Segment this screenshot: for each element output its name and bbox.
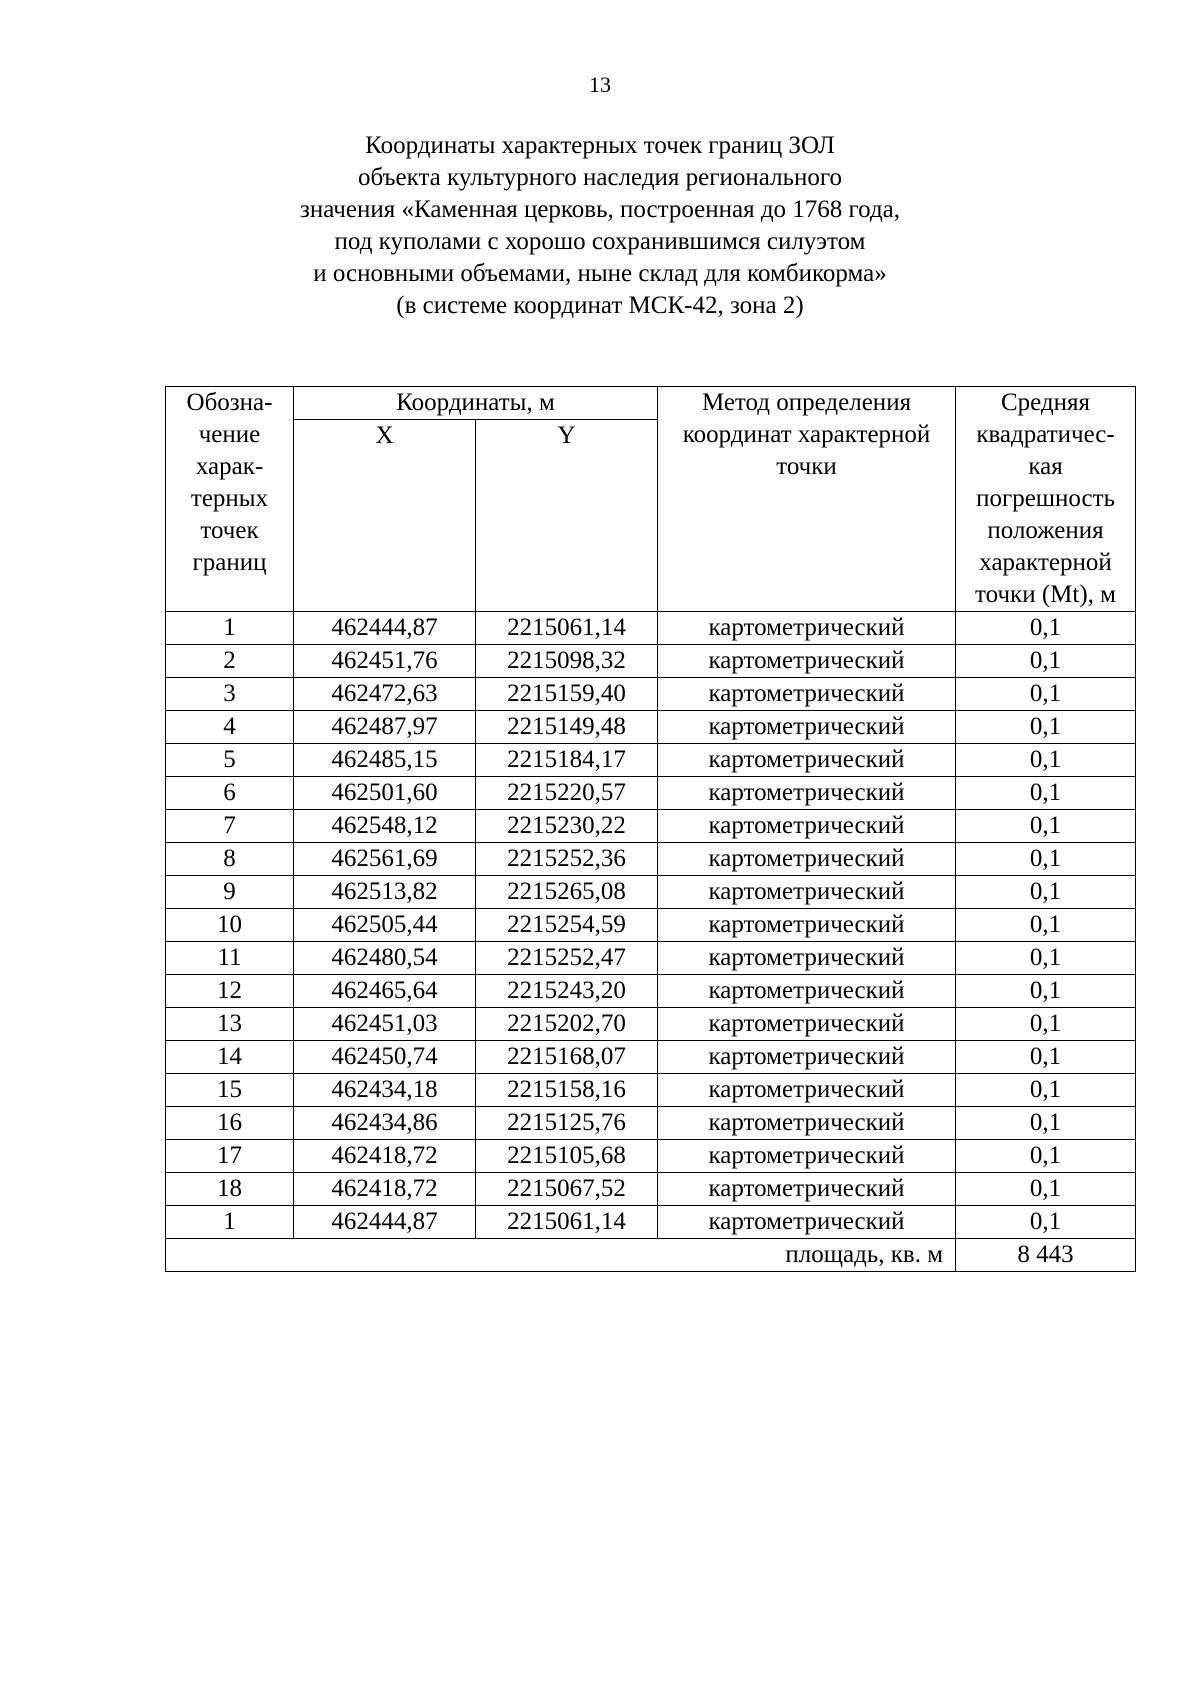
- method-cell: картометрический: [658, 777, 956, 810]
- error-cell: 0,1: [956, 645, 1136, 678]
- coord-x: 462505,44: [294, 909, 476, 942]
- header-line: Метод определения: [701, 389, 912, 416]
- coord-y: 2215220,57: [476, 777, 658, 810]
- table-row: [166, 1206, 1136, 1239]
- coord-x: 462444,87: [294, 1206, 476, 1239]
- table-row: [166, 1107, 1136, 1140]
- coord-x: 462548,12: [294, 810, 476, 843]
- error-cell: 0,1: [956, 909, 1136, 942]
- point-number: 17: [166, 1140, 294, 1173]
- coord-y: 2215125,76: [476, 1107, 658, 1140]
- method-cell: картометрический: [658, 1206, 956, 1239]
- error-cell: 0,1: [956, 711, 1136, 744]
- error-cell: 0,1: [956, 810, 1136, 843]
- coord-y: 2215252,47: [476, 942, 658, 975]
- header-designation: [166, 387, 294, 612]
- area-value: 8 443: [956, 1239, 1136, 1272]
- title-line: Координаты характерных точек границ ЗОЛ: [365, 132, 835, 159]
- table-row: [166, 1140, 1136, 1173]
- error-cell: 0,1: [956, 1140, 1136, 1173]
- coord-x: 462451,03: [294, 1008, 476, 1041]
- method-cell: картометрический: [658, 1008, 956, 1041]
- table-row: [166, 711, 1136, 744]
- point-number: 7: [166, 810, 294, 843]
- coord-y: 2215158,16: [476, 1074, 658, 1107]
- coord-y: 2215159,40: [476, 678, 658, 711]
- coord-x: 462418,72: [294, 1140, 476, 1173]
- error-cell: 0,1: [956, 612, 1136, 645]
- point-number: 6: [166, 777, 294, 810]
- header-method: [658, 387, 956, 612]
- header-line: квадратичес-: [976, 421, 1115, 448]
- point-number: 18: [166, 1173, 294, 1206]
- header-line: точки (Mt), м: [975, 581, 1116, 608]
- table-row: [166, 1173, 1136, 1206]
- header-line: харак-: [195, 453, 264, 480]
- header-x: X: [294, 420, 476, 612]
- table-row: [166, 1008, 1136, 1041]
- coord-y: 2215265,08: [476, 876, 658, 909]
- table-row: [166, 942, 1136, 975]
- header-line: Обозна-: [186, 389, 273, 416]
- table-row: [166, 810, 1136, 843]
- coord-y: 2215243,20: [476, 975, 658, 1008]
- method-cell: картометрический: [658, 1107, 956, 1140]
- point-number: 10: [166, 909, 294, 942]
- coord-y: 2215252,36: [476, 843, 658, 876]
- point-number: 16: [166, 1107, 294, 1140]
- coord-y: 2215184,17: [476, 744, 658, 777]
- point-number: 5: [166, 744, 294, 777]
- title-line: (в системе координат МСК-42, зона 2): [396, 292, 804, 319]
- header-line: положения: [987, 517, 1104, 544]
- header-line: чение: [198, 421, 261, 448]
- coord-y: 2215149,48: [476, 711, 658, 744]
- coord-x: 462450,74: [294, 1041, 476, 1074]
- coord-y: 2215061,14: [476, 612, 658, 645]
- point-number: 11: [166, 942, 294, 975]
- method-cell: картометрический: [658, 744, 956, 777]
- table-row: [166, 744, 1136, 777]
- header-line: границ: [192, 549, 267, 576]
- method-cell: картометрический: [658, 711, 956, 744]
- table-row: [166, 1074, 1136, 1107]
- coord-y: 2215098,32: [476, 645, 658, 678]
- header-error: [956, 387, 1136, 612]
- table-row: [166, 975, 1136, 1008]
- coord-y: 2215067,52: [476, 1173, 658, 1206]
- coord-x: 462418,72: [294, 1173, 476, 1206]
- table-row: [166, 909, 1136, 942]
- area-row: [166, 1239, 1136, 1272]
- coord-x: 462513,82: [294, 876, 476, 909]
- coord-x: 462444,87: [294, 612, 476, 645]
- header-line: точек: [200, 517, 259, 544]
- point-number: 4: [166, 711, 294, 744]
- coord-y: 2215105,68: [476, 1140, 658, 1173]
- header-line: Средняя: [1000, 389, 1091, 416]
- coord-x: 462485,15: [294, 744, 476, 777]
- header-coordinates: Координаты, м: [294, 387, 658, 420]
- point-number: 14: [166, 1041, 294, 1074]
- coord-x: 462487,97: [294, 711, 476, 744]
- method-cell: картометрический: [658, 678, 956, 711]
- method-cell: картометрический: [658, 1041, 956, 1074]
- header-line: координат характерной: [682, 421, 931, 448]
- method-cell: картометрический: [658, 1074, 956, 1107]
- coord-y: 2215254,59: [476, 909, 658, 942]
- error-cell: 0,1: [956, 1206, 1136, 1239]
- method-cell: картометрический: [658, 612, 956, 645]
- title-line: объекта культурного наследия регионального: [358, 164, 842, 191]
- header-line: характерной: [979, 549, 1112, 576]
- method-cell: картометрический: [658, 975, 956, 1008]
- method-cell: картометрический: [658, 1173, 956, 1206]
- method-cell: картометрический: [658, 645, 956, 678]
- coordinates-table: [165, 386, 1136, 1272]
- coord-y: 2215061,14: [476, 1206, 658, 1239]
- error-cell: 0,1: [956, 678, 1136, 711]
- point-number: 8: [166, 843, 294, 876]
- coord-y: 2215230,22: [476, 810, 658, 843]
- point-number: 1: [166, 1206, 294, 1239]
- page-number: 13: [589, 72, 611, 97]
- coord-x: 462480,54: [294, 942, 476, 975]
- title-line: и основными объемами, ныне склад для комбикорма»: [313, 260, 887, 287]
- error-cell: 0,1: [956, 1074, 1136, 1107]
- error-cell: 0,1: [956, 777, 1136, 810]
- method-cell: картометрический: [658, 876, 956, 909]
- point-number: 13: [166, 1008, 294, 1041]
- point-number: 2: [166, 645, 294, 678]
- document-title: [200, 130, 1000, 322]
- coord-x: 462501,60: [294, 777, 476, 810]
- header-line: погрешность: [976, 485, 1115, 512]
- coord-y: 2215168,07: [476, 1041, 658, 1074]
- header-y: Y: [476, 420, 658, 612]
- coord-x: 462561,69: [294, 843, 476, 876]
- error-cell: 0,1: [956, 843, 1136, 876]
- method-cell: картометрический: [658, 843, 956, 876]
- point-number: 1: [166, 612, 294, 645]
- table-row: [166, 678, 1136, 711]
- error-cell: 0,1: [956, 942, 1136, 975]
- coord-x: 462434,86: [294, 1107, 476, 1140]
- table-row: [166, 843, 1136, 876]
- header-line: кая: [1028, 453, 1063, 480]
- error-cell: 0,1: [956, 1173, 1136, 1206]
- title-line: под куполами с хорошо сохранившимся силуэтом: [334, 228, 866, 255]
- error-cell: 0,1: [956, 876, 1136, 909]
- error-cell: 0,1: [956, 1107, 1136, 1140]
- error-cell: 0,1: [956, 1008, 1136, 1041]
- method-cell: картометрический: [658, 942, 956, 975]
- coord-x: 462465,64: [294, 975, 476, 1008]
- error-cell: 0,1: [956, 975, 1136, 1008]
- point-number: 9: [166, 876, 294, 909]
- title-line: значения «Каменная церковь, построенная до 1768 года,: [299, 196, 901, 223]
- table-row: [166, 612, 1136, 645]
- header-line: точки: [776, 453, 837, 480]
- point-number: 15: [166, 1074, 294, 1107]
- coord-x: 462434,18: [294, 1074, 476, 1107]
- table-row: [166, 777, 1136, 810]
- table-body: [166, 612, 1136, 1239]
- point-number: 12: [166, 975, 294, 1008]
- point-number: 3: [166, 678, 294, 711]
- header-line: терных: [190, 485, 269, 512]
- table-row: [166, 1041, 1136, 1074]
- coord-y: 2215202,70: [476, 1008, 658, 1041]
- error-cell: 0,1: [956, 744, 1136, 777]
- method-cell: картометрический: [658, 909, 956, 942]
- coord-x: 462451,76: [294, 645, 476, 678]
- method-cell: картометрический: [658, 810, 956, 843]
- area-label: площадь, кв. м: [166, 1239, 956, 1272]
- coord-x: 462472,63: [294, 678, 476, 711]
- error-cell: 0,1: [956, 1041, 1136, 1074]
- table-row: [166, 876, 1136, 909]
- method-cell: картометрический: [658, 1140, 956, 1173]
- table-row: [166, 645, 1136, 678]
